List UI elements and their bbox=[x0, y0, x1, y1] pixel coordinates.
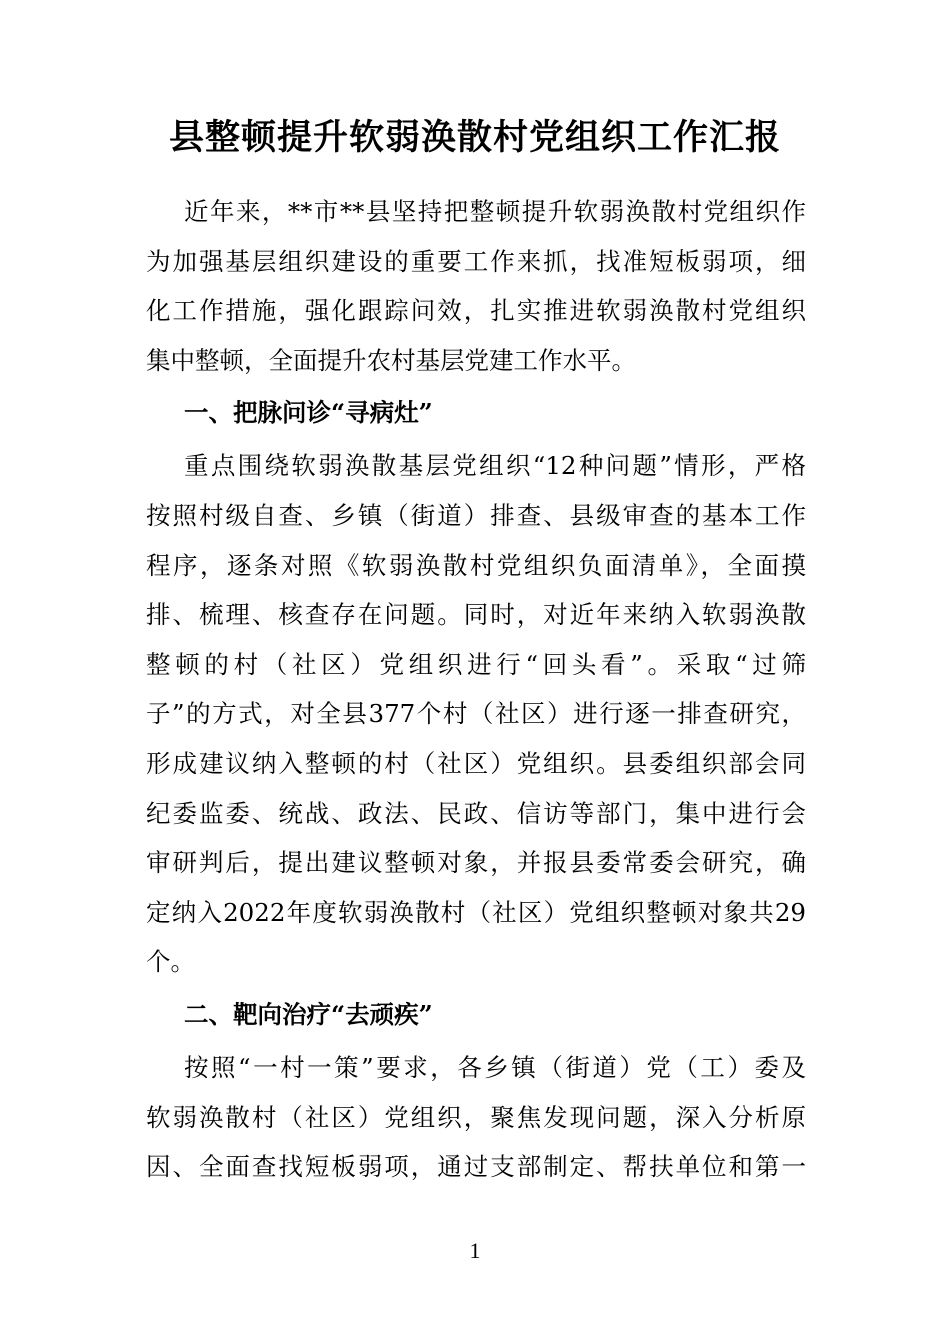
intro-line: 为加强基层组织建设的重要工作来抓，找准短板弱项，细 bbox=[146, 246, 806, 276]
section2-line: 软弱涣散村（社区）党组织，聚焦发现问题，深入分析原 bbox=[146, 1102, 806, 1132]
document-body bbox=[146, 187, 806, 1192]
section1-line: 重点围绕软弱涣散基层党组织“12种问题”情形，严格 bbox=[184, 451, 806, 481]
section1-line: 纪委监委、统战、政法、民政、信访等部门，集中进行会 bbox=[146, 798, 806, 828]
section-heading-2: 二、靶向治疗“去顽疾” bbox=[184, 999, 433, 1029]
section1-line: 子”的方式，对全县377个村（社区）进行逐一排查研究， bbox=[146, 699, 806, 729]
section1-line: 个。 bbox=[146, 947, 195, 977]
section2-line: 因、全面查找短板弱项，通过支部制定、帮扶单位和第一 bbox=[146, 1152, 806, 1182]
section1-line: 形成建议纳入整顿的村（社区）党组织。县委组织部会同 bbox=[146, 748, 806, 778]
section1-line: 定纳入2022年度软弱涣散村（社区）党组织整顿对象共29 bbox=[146, 897, 806, 927]
section1-line: 按照村级自查、乡镇（街道）排查、县级审查的基本工作 bbox=[146, 500, 806, 530]
section-heading-1: 一、把脉问诊“寻病灶” bbox=[184, 398, 433, 428]
section1-line: 整顿的村（社区）党组织进行“回头看”。采取“过筛 bbox=[146, 649, 806, 679]
page-number: 1 bbox=[469, 1238, 481, 1263]
intro-line: 集中整顿，全面提升农村基层党建工作水平。 bbox=[146, 345, 636, 375]
intro-line: 化工作措施，强化跟踪问效，扎实推进软弱涣散村党组织 bbox=[146, 296, 806, 326]
section2-line: 按照“一村一策”要求，各乡镇（街道）党（工）委及 bbox=[184, 1052, 806, 1082]
section1-line: 排、梳理、核查存在问题。同时，对近年来纳入软弱涣散 bbox=[146, 600, 806, 630]
intro-line: 近年来，**市**县坚持把整顿提升软弱涣散村党组织作 bbox=[184, 197, 806, 226]
document-title: 县整顿提升软弱涣散村党组织工作汇报 bbox=[168, 117, 781, 158]
section1-line: 程序，逐条对照《软弱涣散村党组织负面清单》，全面摸 bbox=[146, 550, 806, 580]
section1-line: 审研判后，提出建议整顿对象，并报县委常委会研究，确 bbox=[146, 848, 806, 878]
